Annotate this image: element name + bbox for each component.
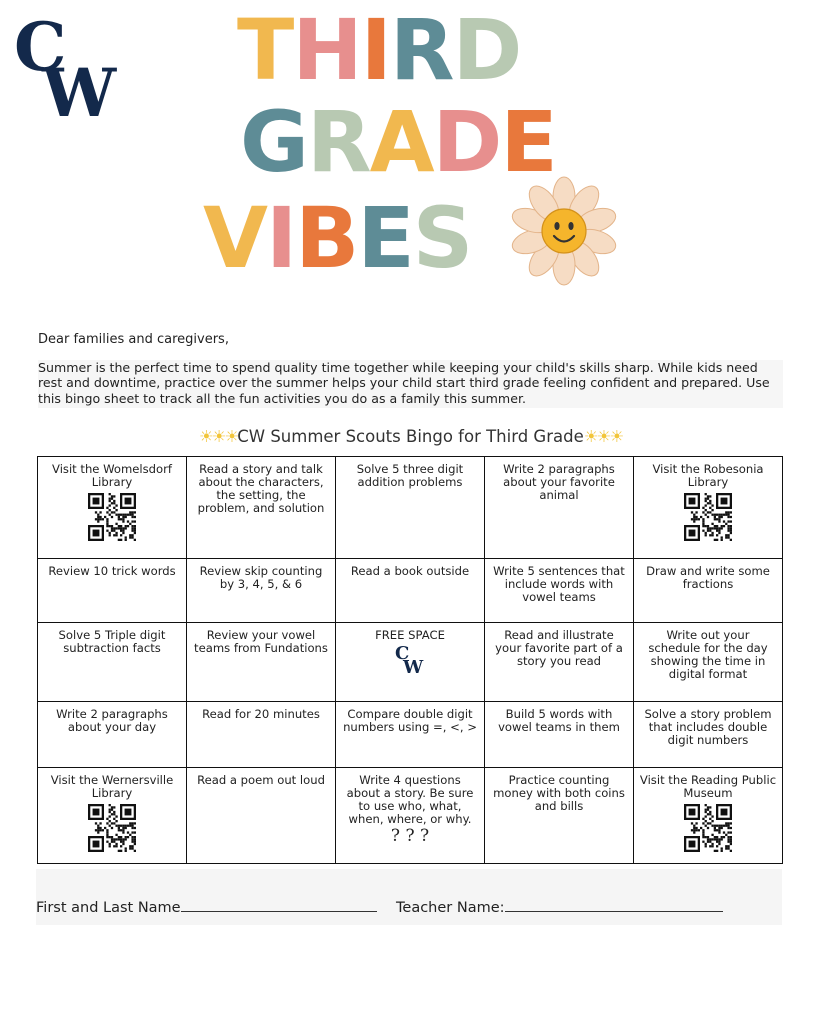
hero-letter: G	[240, 93, 307, 191]
bingo-cell[interactable]	[485, 768, 634, 864]
bingo-cell-label: Visit the Womelsdorf Library	[52, 462, 172, 489]
bingo-cell-label: Review skip counting by 3, 4, 5, & 6	[199, 564, 323, 591]
bingo-cell-label: Write out your schedule for the day showing the time in digital format	[648, 628, 768, 681]
bingo-cell-label: FREE SPACE	[375, 628, 445, 642]
bingo-cell-label: Write 5 sentences that include words with vowel teams	[493, 564, 625, 604]
bingo-cell-label: Read and illustrate your favorite part of a story you read	[495, 628, 623, 668]
bingo-row	[38, 623, 783, 702]
hero-letter: B	[295, 189, 358, 287]
bingo-cell-label: Read a story and talk about the characters, the setting, the problem, and solution	[197, 462, 325, 515]
hero-letter: I	[360, 1, 390, 99]
letter	[38, 332, 783, 408]
bingo-cell[interactable]	[634, 623, 783, 702]
svg-text:C: C	[395, 644, 410, 664]
bingo-cell[interactable]	[336, 702, 485, 768]
star-icons-left: ☀☀☀	[198, 427, 238, 446]
bingo-cell[interactable]	[187, 623, 336, 702]
bingo-cell-label: Visit the Wernersville Library	[50, 773, 174, 800]
hero-letter: H	[292, 1, 361, 99]
hero-letter: S	[412, 189, 472, 287]
letter-body: Summer is the perfect time to spend quality time together while keeping your child's skills sharp. While kids need rest and downtime, practice over the summer helps your child start third grade feeling confident and prepared. Use this bingo sheet to track all the fun activities you do as a family this summer.	[38, 360, 783, 409]
bingo-cell[interactable]	[336, 559, 485, 623]
svg-text:C: C	[14, 14, 67, 86]
bingo-cell-label: Write 2 paragraphs about your favorite animal	[503, 462, 615, 502]
qr-code-icon[interactable]	[88, 493, 136, 541]
smiley-daisy-icon	[508, 175, 620, 287]
bingo-cell-label: Write 4 questions about a story. Be sure to use who, what, when, where, or why.	[346, 773, 474, 826]
bingo-cell[interactable]	[187, 702, 336, 768]
bingo-cell-label: Read for 20 minutes	[202, 707, 320, 721]
bingo-cell[interactable]	[38, 559, 187, 623]
name-line[interactable]	[181, 897, 377, 912]
bingo-cell[interactable]	[336, 623, 485, 702]
cw-logo-small	[395, 644, 425, 674]
hero-letter: R	[306, 93, 370, 191]
teacher-field	[396, 897, 723, 916]
bingo-cell[interactable]	[187, 457, 336, 559]
bingo-cell-label: Write 2 paragraphs about your day	[56, 707, 168, 734]
bingo-cell-label: Build 5 words with vowel teams in them	[498, 707, 620, 734]
star-icons-right: ☀☀☀	[583, 427, 623, 446]
bingo-cell[interactable]	[336, 768, 485, 864]
qr-code-icon[interactable]	[88, 804, 136, 852]
cw-logo	[12, 14, 127, 120]
teacher-line[interactable]	[505, 897, 723, 912]
hero-letter: D	[452, 1, 521, 99]
hero-letter: E	[500, 93, 556, 191]
bingo-cell-label: Review 10 trick words	[48, 564, 176, 578]
bingo-cell[interactable]	[187, 559, 336, 623]
bingo-cell-label: Read a poem out loud	[197, 773, 325, 787]
bingo-cell[interactable]	[485, 559, 634, 623]
bingo-cell[interactable]	[634, 559, 783, 623]
hero-letter: I	[266, 189, 296, 287]
bingo-cell[interactable]	[38, 702, 187, 768]
bingo-cell-label: Draw and write some fractions	[646, 564, 770, 591]
hero-line-third	[237, 1, 667, 99]
svg-text:W: W	[403, 657, 424, 674]
bingo-cell-label: Compare double digit numbers using =, <, >	[343, 707, 477, 734]
qr-code-icon[interactable]	[684, 493, 732, 541]
bingo-cell-label: Visit the Reading Public Museum	[639, 773, 777, 800]
bingo-cell[interactable]	[485, 702, 634, 768]
bingo-row	[38, 768, 783, 864]
qr-code-icon[interactable]	[684, 804, 732, 852]
bingo-cell-label: Solve a story problem that includes double digit numbers	[644, 707, 772, 747]
question-marks-icon: ? ? ?	[390, 826, 430, 846]
hero-letter: R	[389, 1, 453, 99]
hero-letter: V	[203, 189, 267, 287]
name-label: First and Last Name	[36, 900, 181, 916]
bingo-title-text: CW Summer Scouts Bingo for Third Grade	[237, 427, 584, 446]
bingo-cell-label: Solve 5 three digit addition problems	[356, 462, 464, 489]
hero-letter: E	[357, 189, 413, 287]
bingo-cell[interactable]	[38, 623, 187, 702]
bingo-cell-label: Read a book outside	[350, 564, 470, 578]
name-field	[36, 897, 377, 916]
hero-letter: A	[369, 93, 433, 191]
bingo-row	[38, 559, 783, 623]
bingo-cell[interactable]	[485, 457, 634, 559]
letter-greeting: Dear families and caregivers,	[38, 332, 229, 347]
footer-name-fields	[36, 869, 782, 925]
bingo-cell[interactable]	[634, 702, 783, 768]
hero-letter: T	[237, 1, 293, 99]
bingo-cell[interactable]	[485, 623, 634, 702]
bingo-cell[interactable]	[336, 457, 485, 559]
hero-letter: D	[432, 93, 501, 191]
bingo-cell-label: Review your vowel teams from Fundations	[194, 628, 328, 655]
bingo-cell-label: Visit the Robesonia Library	[652, 462, 764, 489]
bingo-cell[interactable]	[38, 457, 187, 559]
bingo-cell[interactable]	[38, 768, 187, 864]
bingo-row	[38, 702, 783, 768]
bingo-cell[interactable]	[634, 768, 783, 864]
bingo-cell-label: Practice counting money with both coins and bills	[493, 773, 625, 813]
bingo-cell[interactable]	[634, 457, 783, 559]
bingo-cell[interactable]	[187, 768, 336, 864]
bingo-row	[38, 457, 783, 559]
bingo-board	[37, 456, 783, 864]
teacher-label: Teacher Name:	[396, 900, 505, 916]
svg-text:W: W	[42, 54, 117, 120]
bingo-title	[38, 427, 783, 446]
bingo-cell-label: Solve 5 Triple digit subtraction facts	[58, 628, 166, 655]
